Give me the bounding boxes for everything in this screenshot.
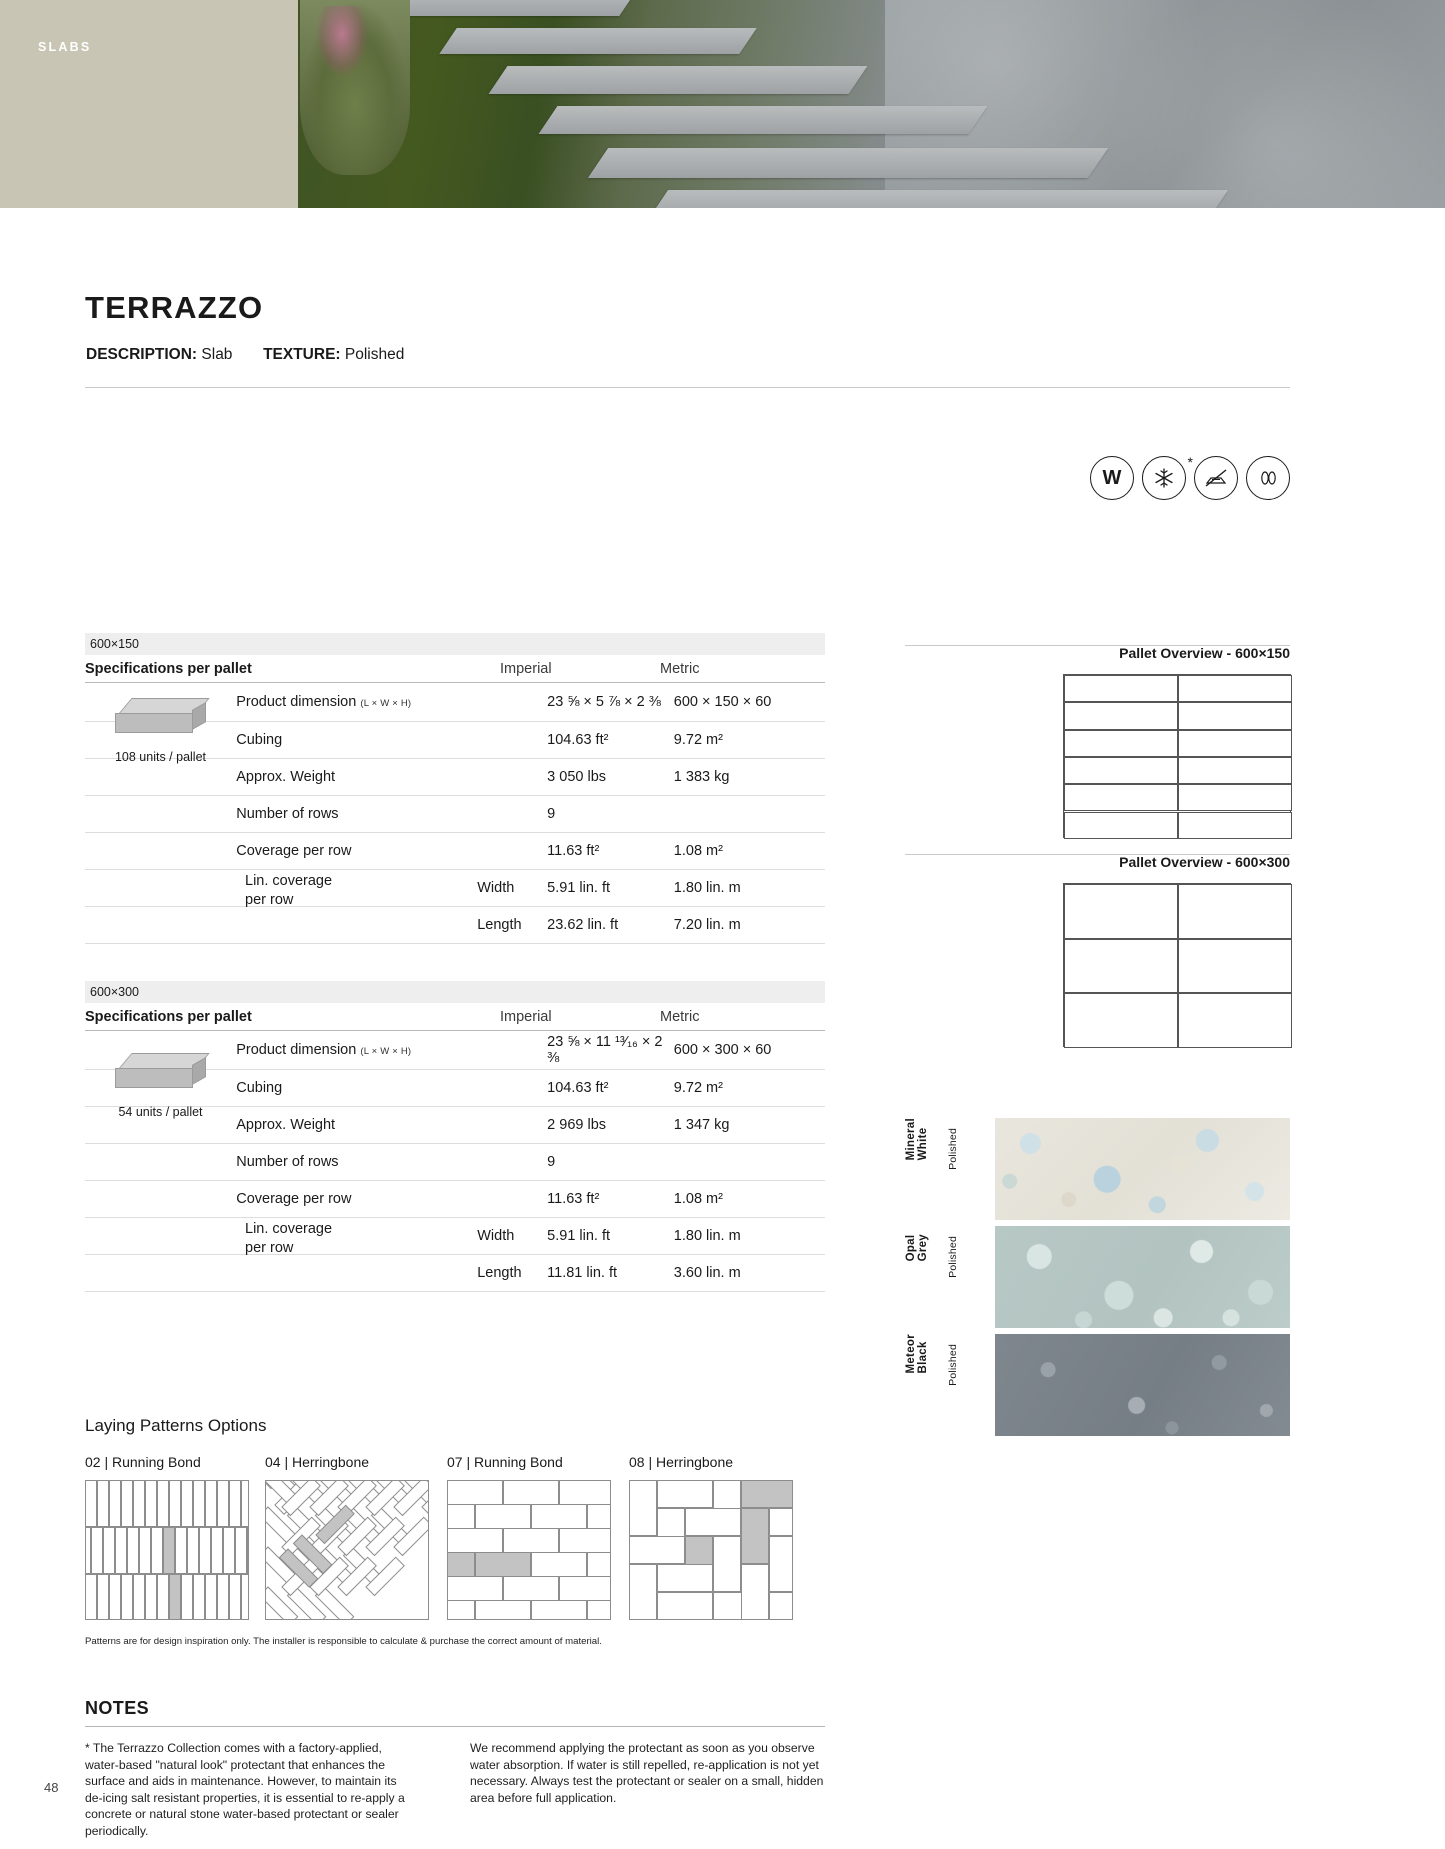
spec-table-header <box>85 655 825 683</box>
hero-category-block <box>0 0 298 208</box>
row-metric: 1.80 lin. m <box>673 880 741 896</box>
swatch-image <box>995 1334 1290 1436</box>
swatch-name: Meteor Black <box>905 1334 929 1374</box>
table-row <box>85 1255 825 1292</box>
table-row <box>85 796 825 833</box>
notes-column-2: We recommend applying the protectant as soon as you observe water absorption. If water is still repelled, re-application is not yet necessary. Always test the protectant or sealer on a small, hidden area before full application. <box>470 1741 824 1805</box>
row-sublabel: Width <box>477 1228 515 1244</box>
pedestrian-traffic-icon <box>1246 456 1290 500</box>
table-row <box>85 907 825 944</box>
row-sublabel: Length <box>477 1265 522 1281</box>
slab-3d-icon <box>115 698 207 742</box>
row-label-suffix: (L × W × H) <box>360 698 412 709</box>
pattern-diagram-07 <box>447 1480 611 1620</box>
row-metric: 1 383 kg <box>673 769 730 785</box>
product-thumbnail-600x300 <box>108 1053 213 1119</box>
pattern-diagram-08 <box>629 1480 793 1620</box>
texture-label: TEXTURE: <box>263 346 341 363</box>
notes-divider <box>85 1726 825 1727</box>
row-metric: 9.72 m² <box>673 1080 723 1096</box>
pallet-overview-600x150 <box>1063 674 1291 838</box>
spec-size-label: 600×300 <box>85 981 825 1003</box>
row-imperial: 11.81 lin. ft <box>547 1265 618 1281</box>
swatch-name: Opal Grey <box>905 1233 929 1262</box>
table-row <box>85 1144 825 1181</box>
row-imperial: 104.63 ft² <box>547 1080 609 1096</box>
spec-table-600x300 <box>85 981 825 1292</box>
pattern-diagram-02 <box>85 1480 249 1620</box>
units-per-pallet: 54 units / pallet <box>118 1105 203 1119</box>
spec-title: Specifications per pallet <box>85 1008 252 1025</box>
swatch-image <box>995 1226 1290 1328</box>
hero-photo-flowers <box>316 6 368 76</box>
row-imperial: 23.62 lin. ft <box>547 917 619 933</box>
row-label: Coverage per row <box>236 1191 352 1207</box>
header-metric: Metric <box>660 1008 700 1025</box>
header-imperial: Imperial <box>500 660 552 677</box>
pallet-title-600x300: Pallet Overview - 600×300 <box>1119 854 1290 870</box>
row-label: Cubing <box>236 732 283 748</box>
swatch-texture: Polished <box>947 1344 959 1386</box>
category-label: SLABS <box>38 40 92 54</box>
row-imperial: 104.63 ft² <box>547 732 609 748</box>
row-label: Number of rows <box>236 806 339 822</box>
row-label: Product dimension <box>236 694 357 710</box>
row-label: Number of rows <box>236 1154 339 1170</box>
product-thumbnail-600x150 <box>108 698 213 764</box>
footnote-asterisk: * <box>1187 454 1193 470</box>
hero-photo <box>298 0 1445 208</box>
row-label: Approx. Weight <box>236 1117 336 1133</box>
water-repellent-icon: W <box>1090 456 1134 500</box>
row-label: Product dimension <box>236 1042 357 1058</box>
row-sublabel: Length <box>477 917 522 933</box>
page-number: 48 <box>44 1780 59 1795</box>
row-label: Approx. Weight <box>236 769 336 785</box>
texture-value: Polished <box>344 346 405 363</box>
row-metric: 600 × 300 × 60 <box>673 1042 772 1058</box>
pattern-label-07: 07 | Running Bond <box>447 1454 563 1470</box>
no-salt-icon <box>1194 456 1238 500</box>
row-metric: 1.08 m² <box>673 1191 723 1207</box>
table-row <box>85 1181 825 1218</box>
lin-coverage-label: Lin. coverage per row <box>245 873 333 908</box>
page-title: TERRAZZO <box>85 290 264 325</box>
row-label-suffix: (L × W × H) <box>360 1046 412 1057</box>
hero-banner <box>0 0 1445 208</box>
row-metric: 1.08 m² <box>673 843 723 859</box>
pattern-label-02: 02 | Running Bond <box>85 1454 201 1470</box>
row-sublabel: Width <box>477 880 515 896</box>
spec-title: Specifications per pallet <box>85 660 252 677</box>
row-imperial: 11.63 ft² <box>547 843 600 859</box>
laying-patterns-title: Laying Patterns Options <box>85 1416 267 1435</box>
header-metric: Metric <box>660 660 700 677</box>
row-imperial: 5.91 lin. ft <box>547 1228 611 1244</box>
units-per-pallet: 108 units / pallet <box>114 750 207 764</box>
row-imperial: 2 969 lbs <box>547 1117 607 1133</box>
notes-title: NOTES <box>85 1698 150 1718</box>
pattern-label-04: 04 | Herringbone <box>265 1454 370 1470</box>
row-imperial: 3 050 lbs <box>547 769 607 785</box>
row-imperial: 23 ⅝ × 5 ⅞ × 2 ⅜ <box>547 694 661 710</box>
swatch-texture: Polished <box>947 1128 959 1170</box>
notes-column-1: * The Terrazzo Collection comes with a factory-applied, water-based "natural look" protectant that enhances the surface and aids in maintenance. However, to maintain its de-icing salt resistant properties, it is essential to re-apply a concrete or natural stone water-based protectant or sealer periodically. <box>85 1741 405 1838</box>
swatch-image <box>995 1118 1290 1220</box>
row-metric: 9.72 m² <box>673 732 723 748</box>
row-metric: 1.80 lin. m <box>673 1228 741 1244</box>
row-imperial: 5.91 lin. ft <box>547 880 611 896</box>
row-imperial: 9 <box>547 1154 556 1170</box>
pallet-title-600x150: Pallet Overview - 600×150 <box>1119 645 1290 661</box>
pattern-diagram-04 <box>265 1480 429 1620</box>
title-divider <box>85 387 1290 388</box>
freeze-thaw-icon <box>1142 454 1193 500</box>
spec-table-header <box>85 1003 825 1031</box>
row-metric: 3.60 lin. m <box>673 1265 741 1281</box>
swatch-name: Mineral White <box>905 1118 929 1161</box>
row-label: Cubing <box>236 1080 283 1096</box>
pattern-note: Patterns are for design inspiration only. The installer is responsible to calculate & purchase the correct amount of material. <box>85 1636 602 1647</box>
pattern-label-08: 08 | Herringbone <box>629 1454 734 1470</box>
row-imperial: 9 <box>547 806 556 822</box>
spec-size-label: 600×150 <box>85 633 825 655</box>
header-imperial: Imperial <box>500 1008 552 1025</box>
description-value: Slab <box>201 346 233 363</box>
table-row <box>85 759 825 796</box>
spec-table-600x150 <box>85 633 825 944</box>
property-icons <box>1090 456 1290 500</box>
product-meta <box>86 346 404 364</box>
row-metric: 7.20 lin. m <box>673 917 741 933</box>
slab-3d-icon <box>115 1053 207 1097</box>
table-row <box>85 833 825 870</box>
row-metric: 600 × 150 × 60 <box>673 694 772 710</box>
row-imperial: 11.63 ft² <box>547 1191 600 1207</box>
row-label: Coverage per row <box>236 843 352 859</box>
swatch-texture: Polished <box>947 1236 959 1278</box>
row-metric: 1 347 kg <box>673 1117 730 1133</box>
lin-coverage-label: Lin. coverage per row <box>245 1221 333 1256</box>
description-label: DESCRIPTION: <box>86 346 198 363</box>
row-imperial: 23 ⅝ × 11 ¹³⁄₁₆ × 2 ⅜ <box>547 1034 663 1066</box>
pallet-overview-600x300 <box>1063 883 1291 1047</box>
